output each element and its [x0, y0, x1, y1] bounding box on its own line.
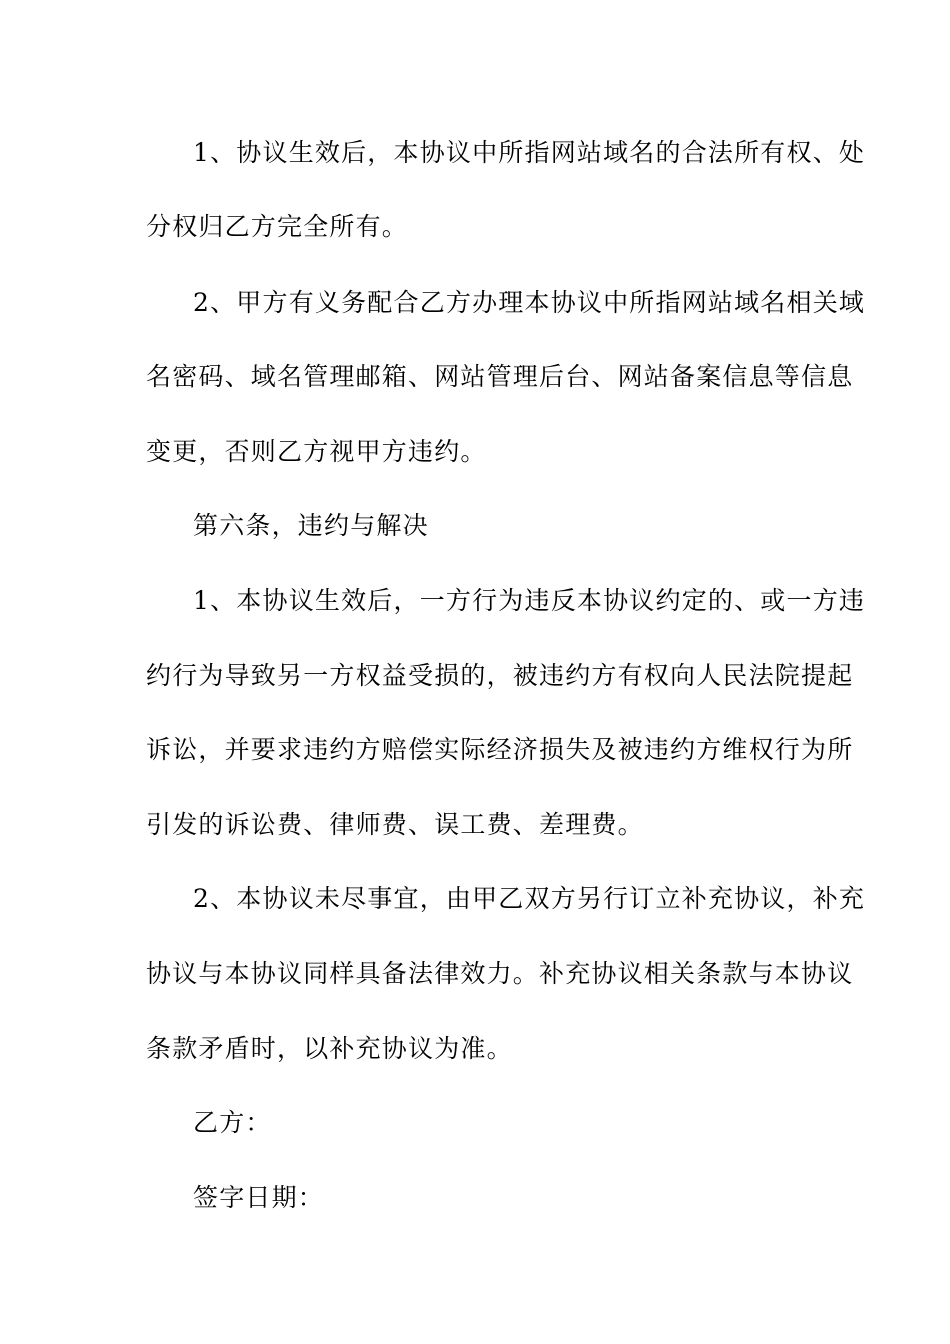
clause-6-item-2-line-1: 2、本协议未尽事宜，由甲乙双方另行订立补充协议，补充: [193, 884, 866, 913]
clause-5-item-1-line-2: 分权归乙方完全所有。: [146, 212, 409, 241]
clause-6-item-2-line-2: 协议与本协议同样具备法律效力。补充协议相关条款与本协议: [146, 959, 854, 988]
clause-6-heading: 第六条，违约与解决: [193, 511, 429, 540]
clause-6-item-1-line-3: 诉讼，并要求违约方赔偿实际经济损失及被违约方维权行为所: [146, 735, 854, 764]
clause-5-item-1-line-1: 1、协议生效后，本协议中所指网站域名的合法所有权、处: [193, 138, 866, 167]
clause-6-item-2-line-3: 条款矛盾时，以补充协议为准。: [146, 1034, 513, 1063]
party-b-label: 乙方：: [193, 1108, 272, 1137]
clause-5-item-2-line-2: 名密码、域名管理邮箱、网站管理后台、网站备案信息等信息: [146, 362, 854, 391]
clause-5-item-2-line-1: 2、甲方有义务配合乙方办理本协议中所指网站域名相关域: [193, 288, 866, 317]
signing-date-label: 签字日期：: [193, 1183, 325, 1212]
clause-6-item-1-line-2: 约行为导致另一方权益受损的，被违约方有权向人民法院提起: [146, 661, 854, 690]
clause-5-item-2-line-3: 变更，否则乙方视甲方违约。: [146, 437, 487, 466]
clause-6-item-1-line-4: 引发的诉讼费、律师费、误工费、差理费。: [146, 810, 644, 839]
clause-6-item-1-line-1: 1、本协议生效后，一方行为违反本协议约定的、或一方违: [193, 586, 866, 615]
